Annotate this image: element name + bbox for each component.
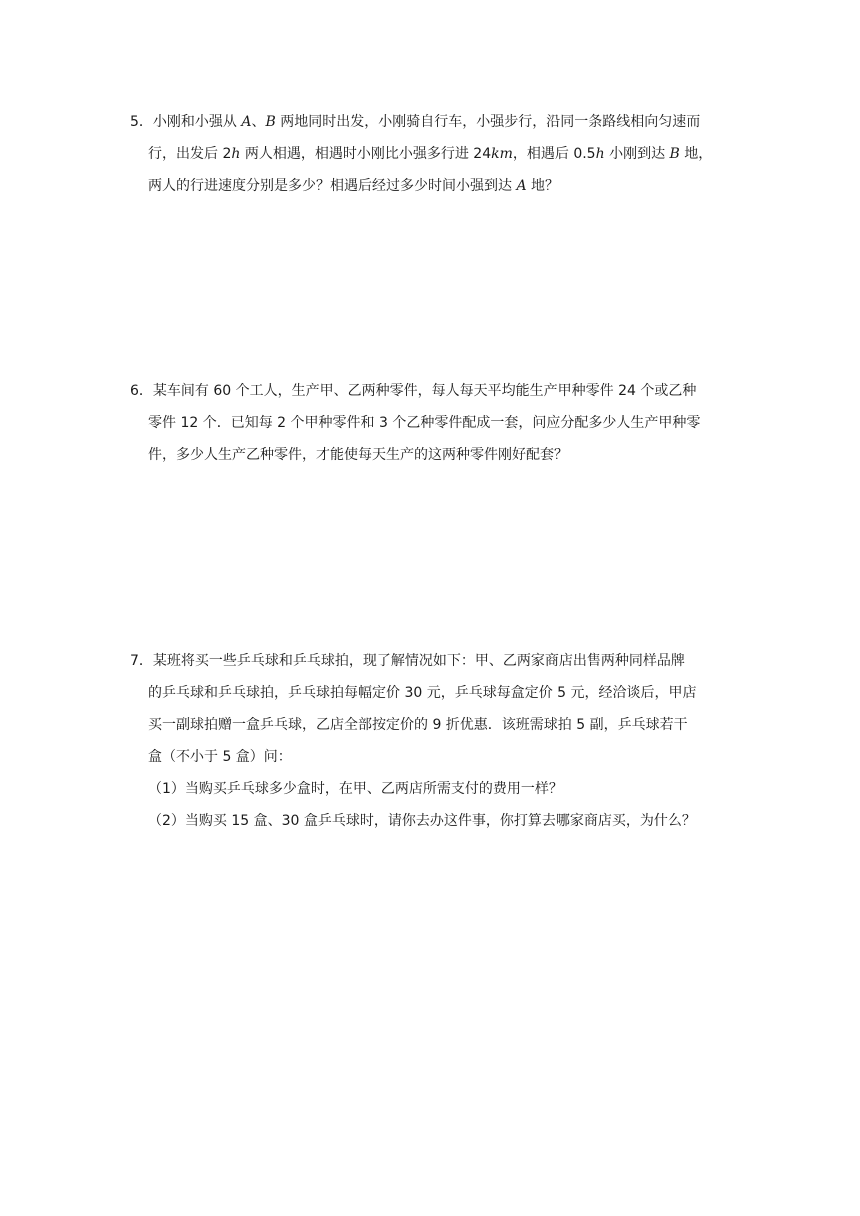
- text-run: 某班将买一些乒乓球和乒乓球拍，现了解情况如下：甲、乙两家商店出售两种同样品牌: [152, 653, 685, 669]
- problem-6: [130, 375, 740, 471]
- text-run: 小刚和小强从: [152, 114, 242, 130]
- text-run: 行，出发后 2: [148, 146, 232, 162]
- problem-7: [130, 645, 740, 837]
- text-run: 小刚到达: [604, 146, 670, 162]
- problem-line: [130, 138, 740, 170]
- problem-line: 盒（不小于 5 盒）问：: [148, 749, 292, 765]
- variable: km: [491, 146, 513, 162]
- problem-number: 5．: [130, 114, 153, 130]
- problem-line: 买一副球拍赠一盒乒乓球，乙店全部按定价的 9 折优惠．该班需球拍 5 副，乒乓球若干: [148, 717, 688, 733]
- text-run: 、: [251, 114, 266, 130]
- problem-line: [130, 645, 740, 677]
- variable: A: [241, 114, 252, 130]
- problem-number: 7．: [130, 653, 153, 669]
- text-run: 两人相遇，相遇时小刚比小强多行进 24: [240, 146, 492, 162]
- problem-number: 6．: [130, 383, 153, 399]
- text-run: 地，: [679, 146, 713, 162]
- text-run: ，相遇后 0.5: [512, 146, 596, 162]
- problem-5: [130, 106, 740, 202]
- variable: h: [595, 146, 605, 162]
- variable: h: [231, 146, 241, 162]
- problem-line: [130, 375, 740, 407]
- problem-line: [130, 170, 740, 202]
- text-run: 两地同时出发，小刚骑自行车，小强步行，沿同一条路线相向匀速而: [275, 114, 701, 130]
- subquestion-1: （1）当购买乒乓球多少盒时，在甲、乙两店所需支付的费用一样？: [148, 781, 563, 797]
- variable: B: [669, 146, 680, 162]
- variable: B: [265, 114, 276, 130]
- text-run: 某车间有 60 个工人，生产甲、乙两种零件，每人每天平均能生产甲种零件 24 个或乙种: [152, 383, 697, 399]
- text-run: 地？: [526, 178, 560, 194]
- variable: A: [516, 178, 527, 194]
- text-run: 两人的行进速度分别是多少？相遇后经过多少时间小强到达: [148, 178, 517, 194]
- problem-line: 件，多少人生产乙种零件，才能使每天生产的这两种零件刚好配套？: [148, 447, 568, 463]
- problem-line: [130, 106, 740, 138]
- problem-line: 的乒乓球和乒乓球拍，乒乓球拍每幅定价 30 元，乒乓球每盒定价 5 元，经洽谈后，甲店: [148, 685, 697, 701]
- subquestion-2: （2）当购买 15 盒、30 盒乒乓球时，请你去办这件事，你打算去哪家商店买，为什么？: [148, 813, 696, 829]
- problem-line: 零件 12 个．已知每 2 个甲种零件和 3 个乙种零件配成一套，问应分配多少人生产甲种零: [148, 415, 701, 431]
